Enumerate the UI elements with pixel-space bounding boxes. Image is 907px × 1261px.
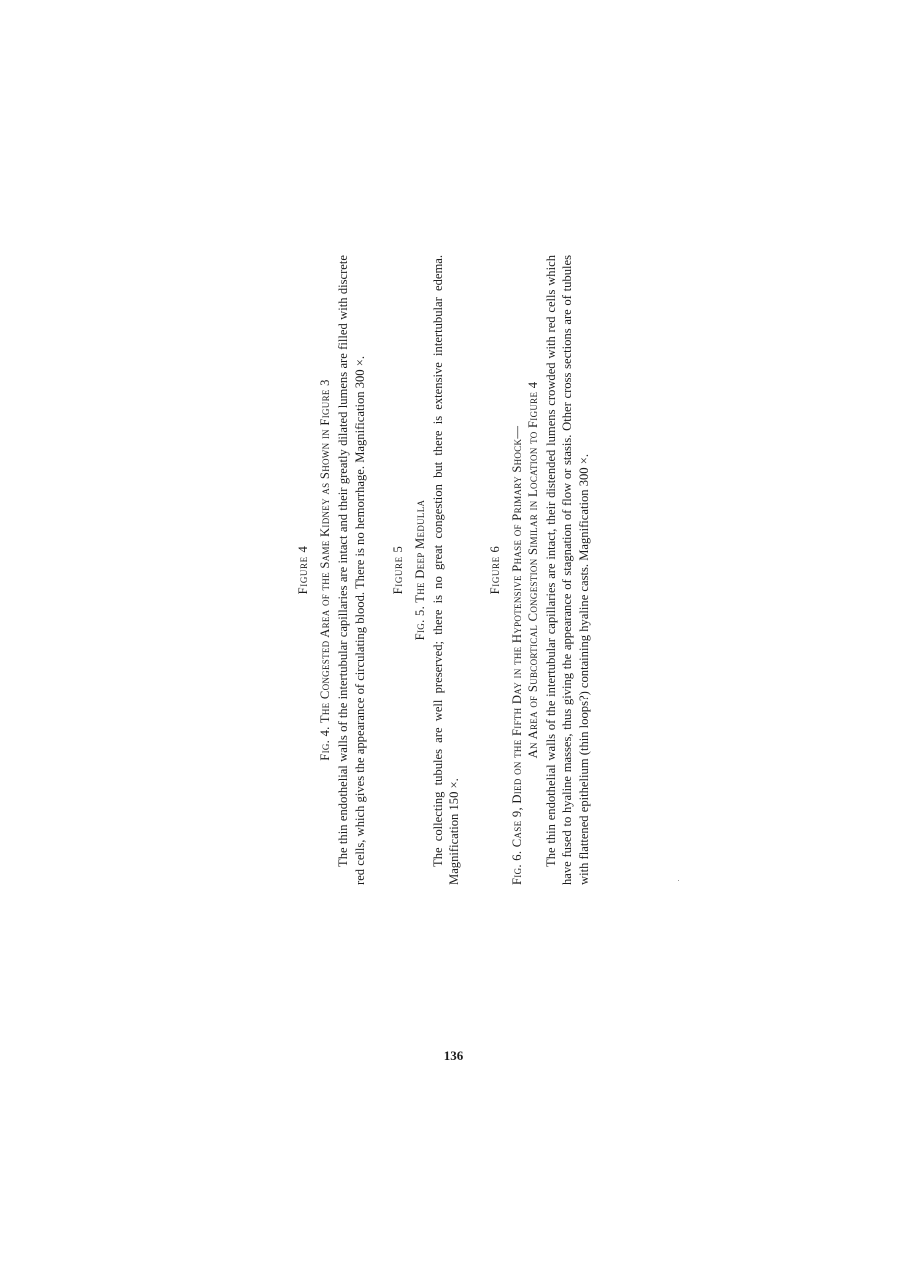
- figure-6-legend: [487, 255, 592, 885]
- paper-speck: [678, 880, 679, 881]
- figure-5-body: The collecting tubules are well preserved; there is no great congestion but there is extensive intertubular edema. Magnification 150 ×.: [431, 255, 462, 885]
- spacer: [463, 255, 487, 885]
- figure-4-legend: [295, 255, 368, 885]
- rotated-figure-legends: [295, 255, 625, 885]
- figure-5-legend: [390, 255, 463, 885]
- figure-6-title: Figure 6: [487, 545, 502, 595]
- page-number: 136: [443, 1048, 464, 1063]
- figure-4-caption: Fig. 4. The Congested Area of the Same Kidney as Shown in Figure 3: [318, 379, 333, 761]
- figure-4-title: Figure 4: [296, 545, 310, 595]
- figure-5-caption: Fig. 5. The Deep Medulla: [413, 499, 428, 641]
- spacer: [368, 255, 390, 885]
- figure-6-caption-line-2: An Area of Subcortical Congestion Similar in Location to Figure 4: [526, 381, 541, 759]
- figure-legends-content: [295, 255, 625, 885]
- figure-5-title: Figure 5: [390, 545, 405, 595]
- figure-6-body: The thin endothelial walls of the intertubular capillaries are intact, their distended lumens crowded with red cells which have fused to hyaline masses, thus giving the appearance of stagnation of flow or stasis. Other cross sections are of tubules with flattened epithelium (thin loops?) containing hyaline casts. Magnification 300 ×.: [544, 255, 591, 885]
- figure-6-caption-line-1: Fig. 6. Case 9, Died on the Fifth Day in the Hypotensive Phase of Primary Shock—: [509, 425, 524, 885]
- figure-4-body: The thin endothelial walls of the intertubular capillaries are intact and their greatly dilated lumens are filled with discrete red cells, which gives the appearance of circulating blood. There is no hemorrhage. Magnification 300 ×.: [336, 255, 367, 885]
